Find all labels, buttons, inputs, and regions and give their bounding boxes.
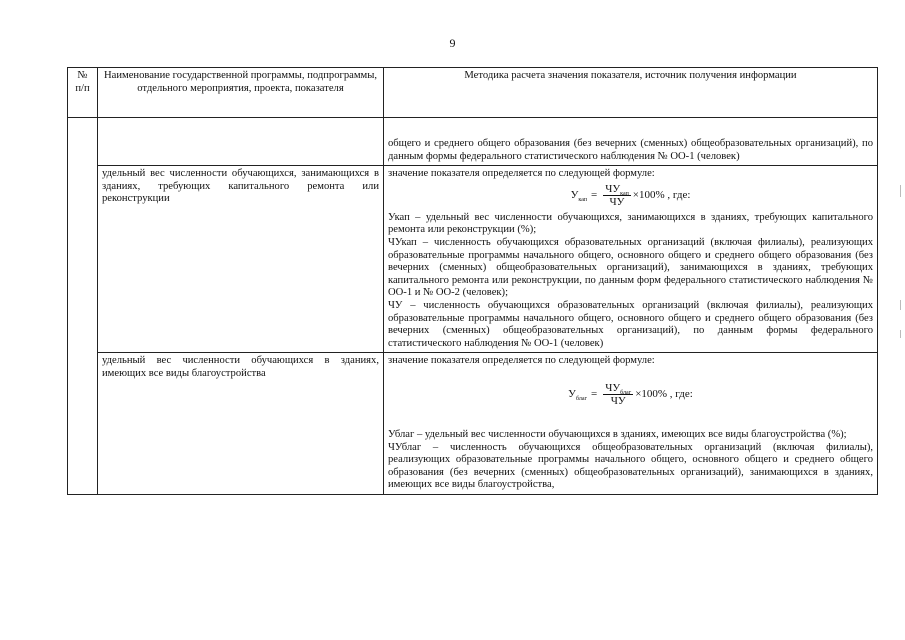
formula-intro: значение показателя определяется по следующей формуле: <box>388 168 655 180</box>
indicator-name: удельный вес численности обучающихся в зданиях, имеющих все виды благоустройства <box>102 355 379 379</box>
table-row <box>68 166 878 353</box>
definition-ukap: Укап – удельный вес численности обучающихся, занимающихся в зданиях, требующих капитального ремонта или реконструкции (%); <box>388 211 873 236</box>
scan-artifact <box>900 300 901 310</box>
indicator-methodology-table <box>67 67 878 495</box>
row-name-cell <box>98 166 384 353</box>
definition-chu: ЧУ – численность обучающихся образовательных организаций (включая филиалы), реализующих образовательные программы начального общего, основного общего и среднего общего образования (без вечерних (сменных) общеобразовательных организаций), по данным формы федерального статистического наблюдения № ОО-1 (человек) <box>388 299 873 349</box>
formula-denominator: ЧУ <box>609 195 625 208</box>
formula-fraction <box>603 382 633 407</box>
table-header-row <box>68 68 878 118</box>
method-continuation-text: общего и среднего общего образования (без вечерних (сменных) общеобразовательных организаций), по данным формы федерального статистического наблюдения № ОО-1 (человек) <box>388 138 873 162</box>
formula-tail: ×100% , где: <box>635 388 693 401</box>
row-method-cell <box>384 353 878 495</box>
table-row <box>68 118 878 166</box>
header-method: Методика расчета значения показателя, источник получения информации <box>384 68 878 118</box>
formula-denominator: ЧУ <box>610 394 626 407</box>
row-method-cell <box>384 118 878 166</box>
formula-lhs: $У_{кап}$ <box>570 188 587 204</box>
formula-equals: = <box>591 388 598 401</box>
table-row <box>68 353 878 495</box>
definition-ublag: Ублаг – удельный вес численности обучающихся в зданиях, имеющих все виды благоустройства (%); <box>388 428 847 440</box>
row-name-cell <box>98 353 384 495</box>
row-name-cell <box>98 118 384 166</box>
header-name: Наименование государственной программы, подпрограммы, отдельного мероприятия, проекта, показателя <box>98 68 384 118</box>
scan-artifact <box>900 185 901 197</box>
row-method-cell <box>384 166 878 353</box>
formula-numerator: $ЧУ_{кап}$ <box>605 182 629 197</box>
formula-equals: = <box>591 188 598 201</box>
indicator-name: удельный вес численности обучающихся, занимающихся в зданиях, требующих капитального ремонта или реконструкции <box>102 168 379 205</box>
formula-numerator: $ЧУ_{благ}$ <box>605 381 632 397</box>
formula-lhs: $У_{благ}$ <box>568 388 587 403</box>
definition-chukap: ЧУкап – численность обучающихся образовательных организаций (включая филиалы), реализующих образовательные программы начального общего, основного общего и среднего общего образования (без вечерних (сменных) общеобразовательных организаций), занимающихся в зданиях, требующих капитального ремонта или реконструкции, по данным форм федерального статистического наблюдения № ОО-1 и № ОО-2 (человек); <box>388 236 873 299</box>
formula-fraction <box>603 183 631 208</box>
header-number: № п/п <box>68 68 98 118</box>
formula-intro: значение показателя определяется по следующей формуле: <box>388 355 655 367</box>
row-number-cell <box>68 118 98 495</box>
formula-ublag <box>388 382 873 407</box>
scan-artifact <box>900 330 901 338</box>
formula-ukap <box>388 183 873 208</box>
definition-chublag: ЧУблаг – численность обучающихся общеобразовательных организаций (включая филиалы), реализующих образовательные программы начального общего, основного общего и среднего общего образования (без вечерних (сменных) общеобразовательных организаций), занимающихся в зданиях, имеющих все виды благоустройства, <box>388 441 873 491</box>
formula-tail: ×100% , где: <box>632 188 691 201</box>
page-number: 9 <box>449 36 456 50</box>
